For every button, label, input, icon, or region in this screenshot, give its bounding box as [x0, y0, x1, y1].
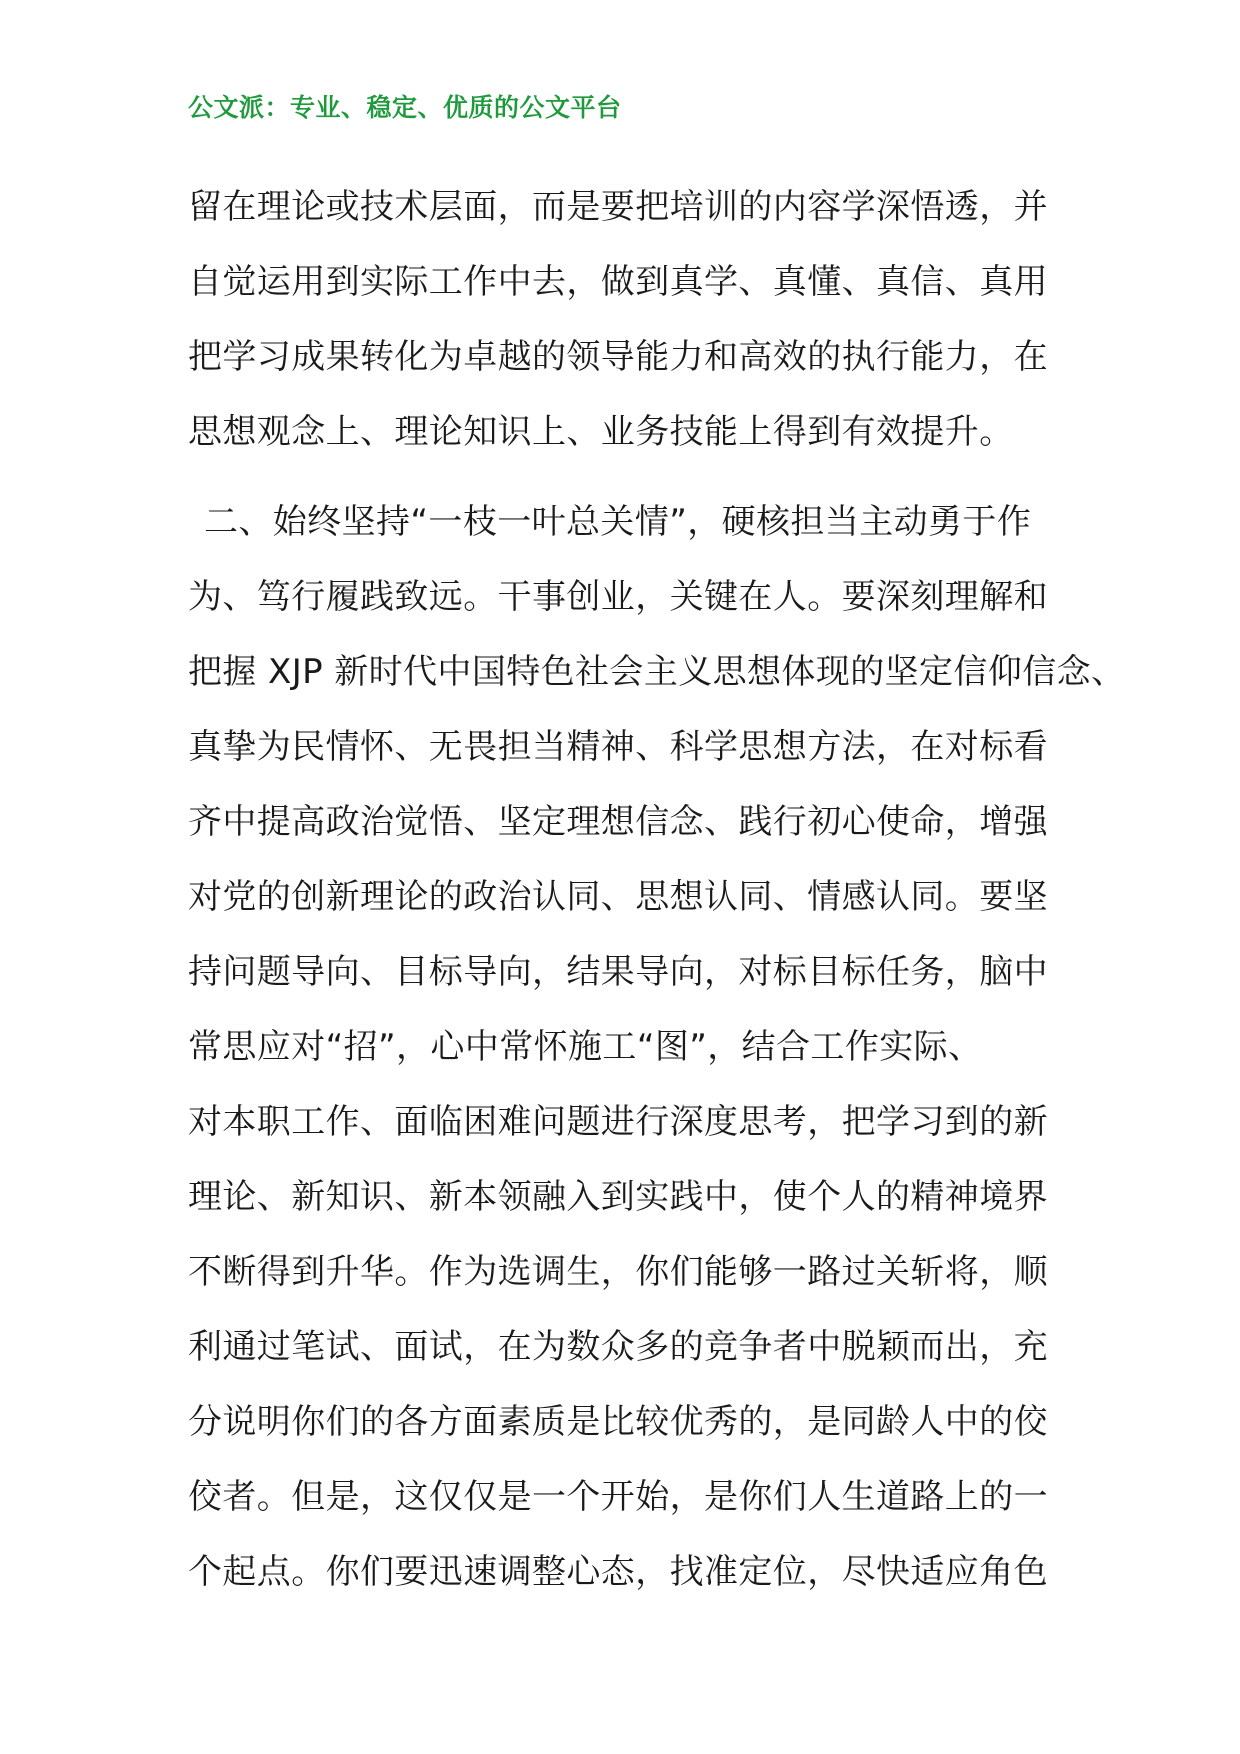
- text-line: 把学习成果转化为卓越的领导能力和高效的执行能力，在: [188, 337, 1048, 377]
- text-line: 自觉运用到实际工作中去，做到真学、真懂、真信、真用: [188, 262, 1048, 302]
- text-line: 真挚为民情怀、无畏担当精神、科学思想方法，在对标看: [188, 727, 1048, 767]
- text-line: 把握 XJP 新时代中国特色社会主义思想体现的坚定信仰信念、: [188, 652, 1126, 692]
- site-header: 公文派：专业、稳定、优质的公文平台: [188, 93, 622, 122]
- paragraph: [188, 485, 1126, 1610]
- text-line: 持问题导向、目标导向，结果导向，对标目标任务，脑中: [188, 952, 1048, 992]
- text-line: 思想观念上、理论知识上、业务技能上得到有效提升。: [188, 412, 1014, 452]
- text-line: 不断得到升华。作为选调生，你们能够一路过关斩将，顺: [188, 1252, 1048, 1292]
- text-line: 齐中提高政治觉悟、坚定理想信念、践行初心使命，增强: [188, 802, 1048, 842]
- text-line: 对本职工作、面临困难问题进行深度思考，把学习到的新: [188, 1102, 1048, 1142]
- section-heading-line: 二、始终坚持“一枝一叶总关情”，硬核担当主动勇于作: [204, 502, 1032, 542]
- text-line: 对党的创新理论的政治认同、思想认同、情感认同。要坚: [188, 877, 1048, 917]
- paragraph: [188, 170, 1088, 470]
- text-line: 理论、新知识、新本领融入到实践中，使个人的精神境界: [188, 1177, 1048, 1217]
- text-line: 分说明你们的各方面素质是比较优秀的，是同龄人中的佼: [188, 1402, 1048, 1442]
- document-body: [188, 170, 1126, 1610]
- text-line: 个起点。你们要迅速调整心态，找准定位，尽快适应角色: [188, 1552, 1048, 1592]
- text-line: 留在理论或技术层面，而是要把培训的内容学深悟透，并: [188, 187, 1048, 227]
- text-line: 为、笃行履践致远。干事创业，关键在人。要深刻理解和: [188, 577, 1048, 617]
- text-line: 常思应对“招”，心中常怀施工“图”，结合工作实际、: [188, 1027, 983, 1067]
- paragraph-gap: [188, 470, 1088, 485]
- text-line: 利通过笔试、面试，在为数众多的竞争者中脱颖而出，充: [188, 1327, 1048, 1367]
- text-line: 佼者。但是，这仅仅是一个开始，是你们人生道路上的一: [188, 1477, 1048, 1517]
